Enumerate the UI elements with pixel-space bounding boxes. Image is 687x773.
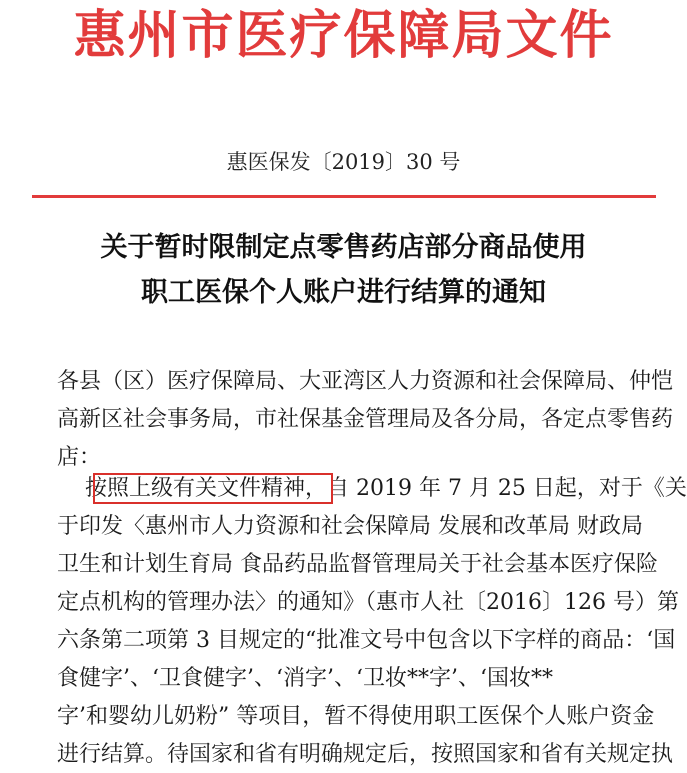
addressee-line: 店： [57, 445, 102, 470]
document-number: 惠医保发〔2019〕30 号 [226, 150, 461, 174]
paragraph-line: 食健字’、‘卫食健字’、‘消字’、‘卫妆**字’、‘国妆** [57, 666, 553, 691]
addressee-line: 各县（区）医疗保障局、大亚湾区人力资源和社会保障局、仲恺 [57, 369, 674, 394]
paragraph-line: 字’和婴幼儿奶粉” 等项目，暂不得使用职工医保个人账户资金 [57, 704, 655, 729]
addressee-line: 高新区社会事务局，市社保基金管理局及各分局，各定点零售药 [57, 407, 674, 432]
document-header-title: 惠州市医疗保障局文件 [73, 6, 614, 66]
paragraph-line: 进行结算。待国家和省有明确规定后，按照国家和省有关规定执 [57, 742, 674, 767]
paragraph-line: 卫生和计划生育局 食品药品监督管理局关于社会基本医疗保险 [57, 552, 658, 577]
notice-title-line-1: 关于暂时限制定点零售药店部分商品使用 [100, 232, 587, 263]
red-divider [32, 195, 656, 198]
paragraph-line: 于印发〈惠州市人力资源和社会保障局 发展和改革局 财政局 [57, 514, 643, 539]
notice-title-line-2: 职工医保个人账户进行结算的通知 [141, 277, 546, 308]
paragraph-line: 六条第二项第 3 目规定的“批准文号中包含以下字样的商品：‘国 [57, 628, 676, 653]
highlight-annotation-box [93, 473, 333, 504]
paragraph-line: 按照上级有关文件精神，自 2019 年 7 月 25 日起，对于《关 [57, 476, 687, 501]
paragraph-line: 定点机构的管理办法〉的通知》（惠市人社〔2016〕126 号）第 [57, 590, 679, 615]
